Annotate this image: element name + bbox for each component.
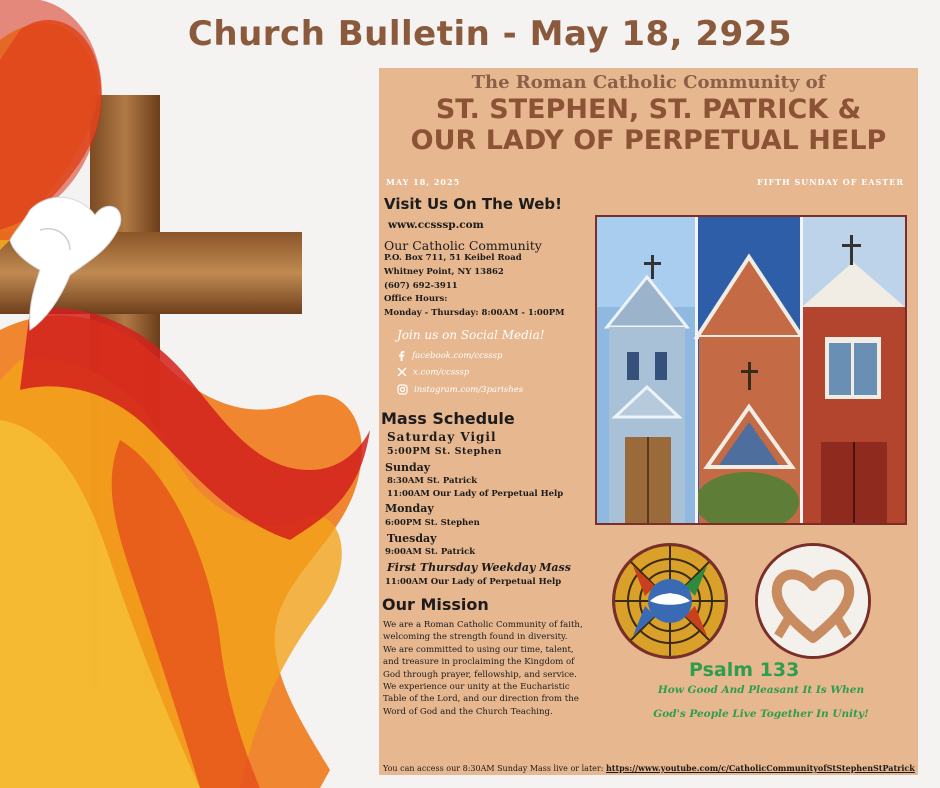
parishes-line-1: ST. STEPHEN, ST. PATRICK &: [435, 94, 862, 125]
instagram-link[interactable]: [397, 384, 523, 395]
x-text: x.com/ccsssp: [413, 367, 470, 378]
mission-paragraph-2: We are committed to using our time, talent, and treasure in proclaiming the Kingdom of God through prayer, fellowship, and service.: [383, 644, 577, 680]
office-hours: Monday - Thursday: 8:00AM - 1:00PM: [384, 308, 565, 318]
facebook-text: facebook.com/ccsssp: [412, 351, 503, 361]
heart-hands-image: [755, 543, 871, 659]
instagram-icon: [397, 384, 408, 395]
churches-photo-collage: [595, 215, 907, 525]
contact-po-box: P.O. Box 711, 51 Keibel Road: [384, 253, 522, 263]
parishes-heading: [379, 94, 918, 156]
sunday-mass-2: 11:00AM Our Lady of Perpetual Help: [387, 489, 564, 499]
psalm-line-1: How Good And Pleasant It Is When: [657, 684, 865, 696]
web-heading: Visit Us On The Web!: [384, 195, 563, 213]
parishes-line-2: OUR LADY OF PERPETUAL HELP: [410, 125, 887, 156]
livestream-text: You can access our 8:30AM Sunday Mass live or later:: [383, 764, 606, 773]
facebook-icon: [397, 350, 406, 361]
instagram-text: instagram.com/3parishes: [414, 385, 524, 395]
mission-heading: Our Mission: [382, 595, 489, 614]
tuesday-label: Tuesday: [387, 532, 437, 545]
contact-city: Whitney Point, NY 13862: [384, 267, 504, 277]
mission-paragraph-1: We are a Roman Catholic Community of faith, welcoming the strength found in diversity.: [383, 620, 583, 643]
youtube-link[interactable]: https://www.youtube.com/c/CatholicCommunityofStStephenStPatrick: [605, 763, 915, 773]
psalm-heading: Psalm 133: [689, 659, 800, 681]
page-title: Church Bulletin - May 18, 2925: [187, 14, 793, 54]
sunday-mass-1: 8:30AM St. Patrick: [387, 476, 478, 486]
psalm-line-2: God's People Live Together In Unity!: [653, 708, 869, 720]
mission-paragraph-3: We experience our unity at the Eucharistic Table of the Lord, and our direction from the Word of God and the Church Teaching.: [383, 682, 579, 717]
mass-schedule-heading: Mass Schedule: [381, 409, 515, 428]
monday-mass-1: 6:00PM St. Stephen: [385, 518, 480, 528]
social-heading: Join us on Social Media!: [397, 328, 545, 342]
contact-heading: Our Catholic Community: [384, 238, 542, 253]
monday-label: Monday: [385, 502, 434, 515]
office-hours-label: Office Hours:: [384, 294, 448, 304]
thursday-mass-1: 11:00AM Our Lady of Perpetual Help: [385, 577, 562, 587]
bulletin-date: MAY 18, 2025: [386, 177, 461, 187]
bulletin-page: [379, 68, 918, 775]
contact-phone: (607) 692-3911: [384, 281, 458, 291]
website-link[interactable]: www.ccsssp.com: [388, 219, 484, 231]
cross-dove-fabric-illustration: [0, 0, 380, 788]
liturgical-sunday: FIFTH SUNDAY OF EASTER: [757, 177, 904, 187]
x-icon: [397, 367, 407, 377]
x-link[interactable]: [397, 367, 469, 378]
mission-text: [383, 619, 589, 718]
facebook-link[interactable]: [397, 350, 502, 361]
livestream-footer: [383, 763, 915, 773]
church-facades-image: [597, 217, 905, 523]
tuesday-mass-1: 9:00AM St. Patrick: [385, 547, 476, 557]
stained-glass-dove-image: [612, 543, 728, 659]
sunday-label: Sunday: [385, 461, 431, 474]
saturday-mass-1: 5:00PM St. Stephen: [387, 446, 502, 457]
community-line: The Roman Catholic Community of: [471, 72, 826, 93]
thursday-label: First Thursday Weekday Mass: [387, 561, 571, 574]
saturday-label: Saturday Vigil: [387, 430, 497, 444]
